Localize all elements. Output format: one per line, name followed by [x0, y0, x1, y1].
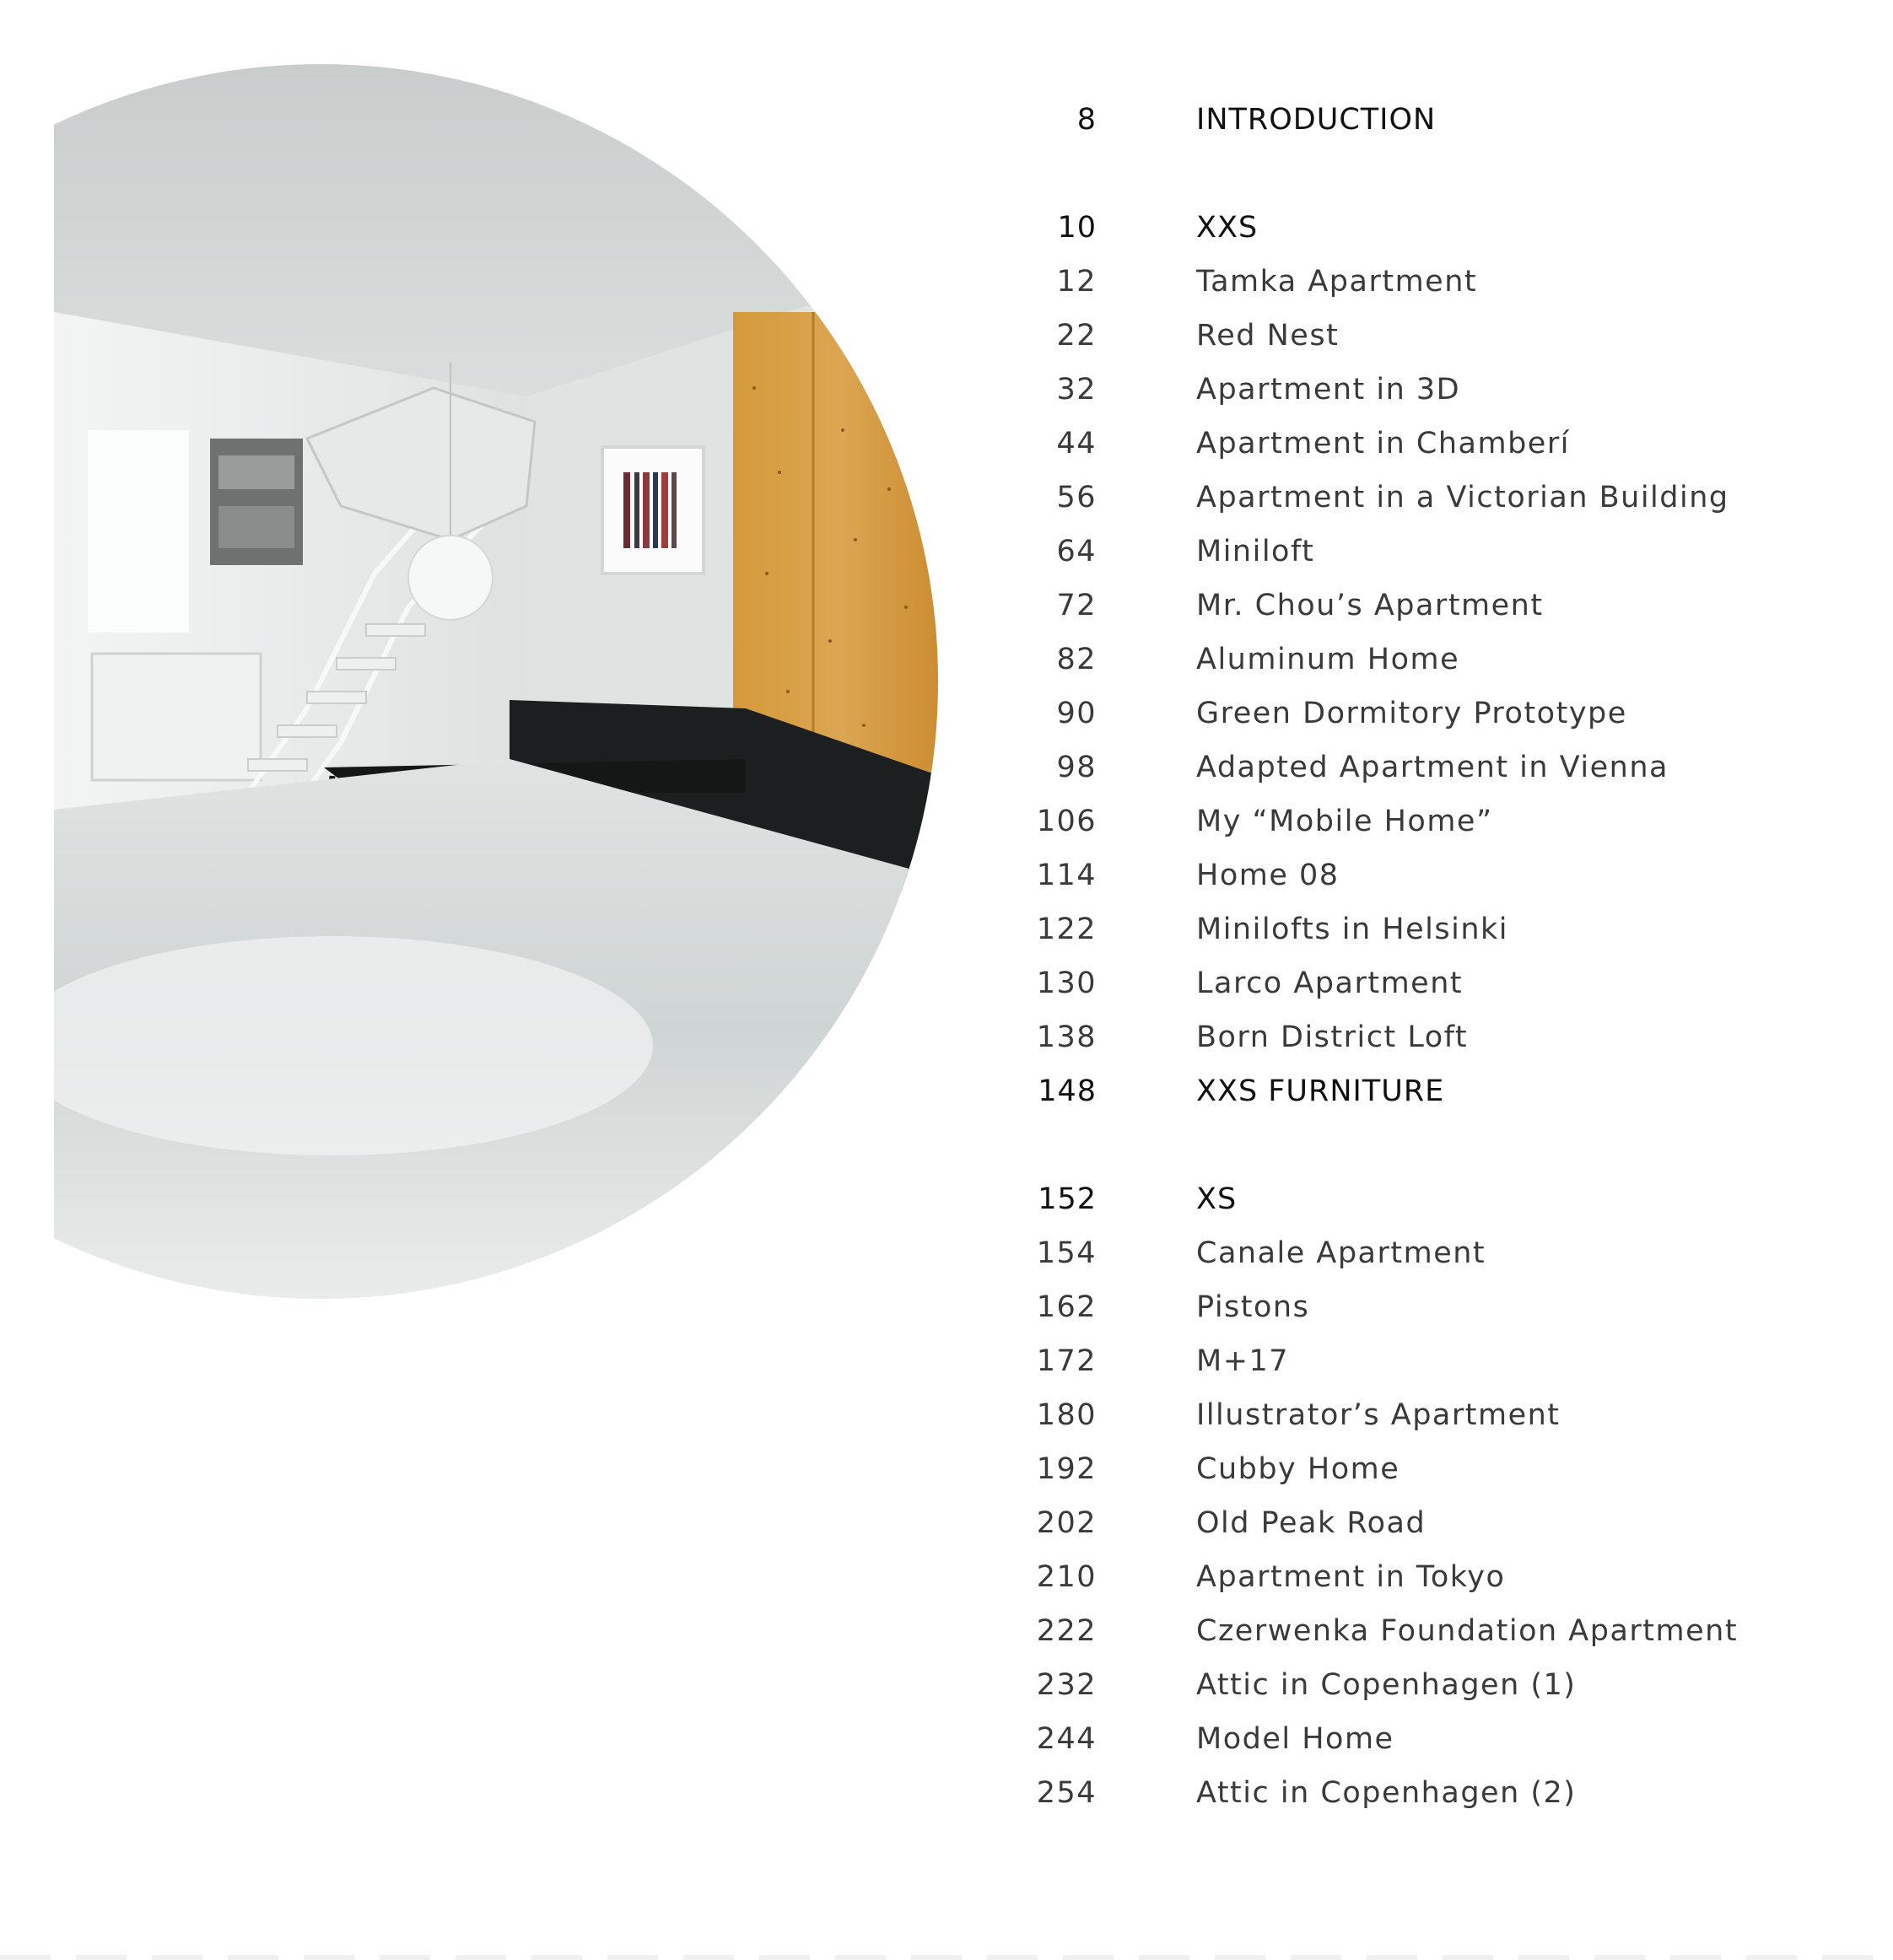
- table-of-contents: [995, 94, 1839, 1822]
- toc-entry[interactable]: [995, 1552, 1839, 1606]
- entry-title: Tamka Apartment: [1196, 265, 1478, 299]
- toc-entry[interactable]: [995, 256, 1839, 310]
- page-number: 210: [1036, 1560, 1097, 1594]
- toc-entry[interactable]: [995, 580, 1839, 634]
- page-number: 82: [1056, 643, 1097, 676]
- page-number: 32: [1056, 373, 1097, 407]
- entry-title: Old Peak Road: [1196, 1506, 1426, 1540]
- entry-title: Apartment in 3D: [1196, 373, 1461, 407]
- toc-entry[interactable]: [995, 526, 1839, 580]
- entry-title: Aluminum Home: [1196, 643, 1460, 676]
- entry-title: Red Nest: [1196, 319, 1340, 353]
- entry-title: My “Mobile Home”: [1196, 805, 1493, 838]
- toc-section-xxs[interactable]: [995, 202, 1839, 256]
- toc-entry[interactable]: [995, 310, 1839, 364]
- entry-title: Attic in Copenhagen (2): [1196, 1776, 1577, 1810]
- toc-entry[interactable]: [995, 904, 1839, 958]
- toc-entry[interactable]: [995, 1336, 1839, 1390]
- page-number: 154: [1036, 1236, 1097, 1270]
- entry-title: Home 08: [1196, 859, 1340, 892]
- page-number: 90: [1056, 697, 1097, 730]
- section-title: XS: [1196, 1182, 1238, 1216]
- toc-entry[interactable]: [995, 1444, 1839, 1498]
- page-number: 122: [1036, 913, 1097, 946]
- entry-title: Cubby Home: [1196, 1452, 1400, 1486]
- scan-edge: [0, 1955, 1893, 1960]
- page-number: 244: [1036, 1722, 1097, 1756]
- toc-entry[interactable]: [995, 364, 1839, 418]
- entry-title: Adapted Apartment in Vienna: [1196, 751, 1669, 784]
- toc-entry[interactable]: [995, 1606, 1839, 1660]
- entry-title: Minilofts in Helsinki: [1196, 913, 1508, 946]
- toc-entry[interactable]: [995, 1768, 1839, 1822]
- spacer: [995, 148, 1839, 202]
- page-number: 138: [1036, 1020, 1097, 1054]
- section-title: XXS FURNITURE: [1196, 1074, 1445, 1108]
- entry-title: Model Home: [1196, 1722, 1394, 1756]
- page-number: 56: [1056, 481, 1097, 514]
- interior-photo: [54, 34, 940, 1299]
- page-number: 10: [1057, 211, 1097, 245]
- section-title: XXS: [1196, 211, 1259, 245]
- entry-title: Canale Apartment: [1196, 1236, 1486, 1270]
- page-number: 130: [1036, 967, 1097, 1000]
- toc-entry[interactable]: [995, 796, 1839, 850]
- toc-entry[interactable]: [995, 1282, 1839, 1336]
- toc-introduction[interactable]: [995, 94, 1839, 148]
- toc-entry[interactable]: [995, 742, 1839, 796]
- page-number: 64: [1056, 535, 1097, 568]
- page-number: 162: [1036, 1290, 1097, 1324]
- entry-title: Larco Apartment: [1196, 967, 1464, 1000]
- interior-photo-graphic: [54, 34, 940, 1299]
- toc-entry[interactable]: [995, 1390, 1839, 1444]
- page-number: 172: [1036, 1344, 1097, 1378]
- page-number: 152: [1038, 1182, 1097, 1216]
- toc-entry[interactable]: [995, 418, 1839, 472]
- entry-title: Mr. Chou’s Apartment: [1196, 589, 1544, 622]
- page-number: 8: [1076, 103, 1097, 137]
- toc-section-xs[interactable]: [995, 1174, 1839, 1228]
- page-number: 72: [1056, 589, 1097, 622]
- page-number: 114: [1036, 859, 1097, 892]
- section-title: INTRODUCTION: [1196, 103, 1437, 137]
- toc-entry[interactable]: [995, 1660, 1839, 1714]
- page-number: 44: [1056, 427, 1097, 460]
- page-number: 232: [1036, 1668, 1097, 1702]
- page-number: 148: [1038, 1074, 1097, 1108]
- toc-entry[interactable]: [995, 958, 1839, 1012]
- toc-entry[interactable]: [995, 850, 1839, 904]
- page-number: 106: [1036, 805, 1097, 838]
- entry-title: Miniloft: [1196, 535, 1315, 568]
- entry-title: Apartment in Tokyo: [1196, 1560, 1506, 1594]
- entry-title: Green Dormitory Prototype: [1196, 697, 1627, 730]
- page-number: 222: [1036, 1614, 1097, 1648]
- page-number: 192: [1036, 1452, 1097, 1486]
- entry-title: Czerwenka Foundation Apartment: [1196, 1614, 1739, 1648]
- page-number: 12: [1056, 265, 1097, 299]
- entry-title: Apartment in a Victorian Building: [1196, 481, 1729, 514]
- page-number: 22: [1056, 319, 1097, 353]
- entry-title: Attic in Copenhagen (1): [1196, 1668, 1577, 1702]
- entry-title: Illustrator’s Apartment: [1196, 1398, 1561, 1432]
- entry-title: Pistons: [1196, 1290, 1310, 1324]
- toc-section-xxs-furniture[interactable]: [995, 1066, 1839, 1120]
- entry-title: M+17: [1196, 1344, 1290, 1378]
- toc-entry[interactable]: [995, 634, 1839, 688]
- entry-title: Born District Loft: [1196, 1020, 1469, 1054]
- spacer: [995, 1120, 1839, 1174]
- toc-entry[interactable]: [995, 688, 1839, 742]
- page-number: 98: [1056, 751, 1097, 784]
- page-number: 202: [1036, 1506, 1097, 1540]
- toc-entry[interactable]: [995, 1714, 1839, 1768]
- page-number: 180: [1036, 1398, 1097, 1432]
- page-number: 254: [1036, 1776, 1097, 1810]
- entry-title: Apartment in Chamberí: [1196, 427, 1570, 460]
- toc-entry[interactable]: [995, 1228, 1839, 1282]
- toc-entry[interactable]: [995, 1498, 1839, 1552]
- toc-entry[interactable]: [995, 1012, 1839, 1066]
- toc-entry[interactable]: [995, 472, 1839, 526]
